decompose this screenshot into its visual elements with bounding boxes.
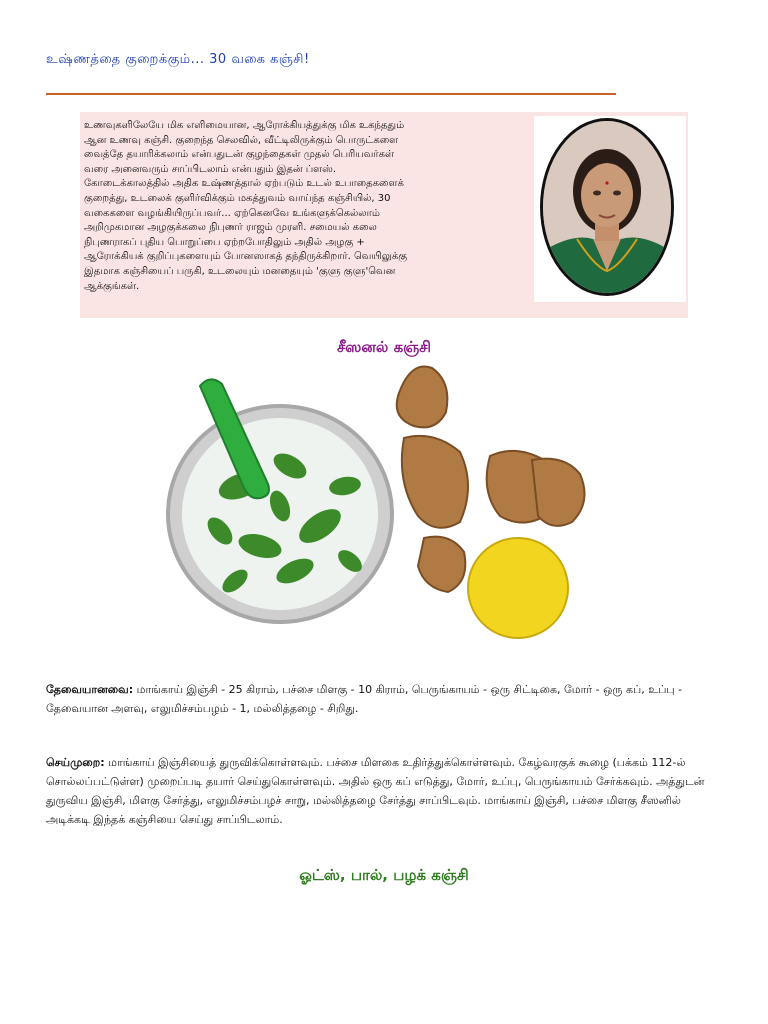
intro-text <box>84 119 524 294</box>
intro-line: ஆக்குங்கள். <box>84 280 140 292</box>
intro-line: வைத்தே தயாரிக்கலாம் என்பதுடன் குழந்தைகள் முதல் பெரியவர்கள் <box>84 149 395 161</box>
method-paragraph <box>46 753 716 829</box>
intro-line: இதமாக கஞ்சியைப் பருகி, உடலையும் மனதையும் 'குளு குளு'வென <box>84 265 396 277</box>
intro-line: ஆரோக்கியக் குறிப்புகளையும் போனஸாகத் தந்திருக்கிறார். வெயிலுக்கு <box>84 251 408 263</box>
next-recipe-title: ஓட்ஸ், பால், பழக் கஞ்சி <box>299 866 469 884</box>
method-text: மாங்காய் இஞ்சியைத் துருவிக்கொள்ளவும். பச்சை மிளகை உதிர்த்துக்கொள்ளவும். கேழ்வரகுக் கூழை (பக்கம் 112-ல் சொல்லப்பட்டுள்ள) முறைப்படி தயார் செய்துகொள்ளவும். அதில் ஒரு கப் எடுத்து, மோர், உப்பு, பெருங்காயம் சேர்க்கவும். அத்துடன் துருவிய இஞ்சி, மிளகு சேர்த்து, எலுமிச்சம்பழச் சாறு, மல்லித்தழை சேர்த்து சாப்பிடவும். மாங்காய் இஞ்சி, பச்சை மிளகு சீஸனில் அடிக்கடி இந்தக் கஞ்சியை செய்து சாப்பிடலாம். <box>46 756 705 826</box>
intro-line: கோடைக்காலத்தில் அதிக உஷ்ணத்தால் ஏற்படும் உடல் உபாதைகளைக் <box>84 178 404 190</box>
intro-line: வகைகளை வழங்கியிருப்பவர்... ஏற்கெனவே உங்களுக்கெல்லாம் <box>84 207 380 219</box>
intro-line: அறிமுகமான அழகுக்கலை நிபுணர் ராஜம் முரளி. சமையல் கலை <box>84 222 377 234</box>
ingredients-paragraph <box>46 680 716 718</box>
portrait-illustration <box>543 121 671 293</box>
page-title: உஷ்ணத்தை குறைக்கும்... 30 வகை கஞ்சி! <box>46 52 310 67</box>
recipe-photo <box>160 356 610 662</box>
intro-line: வரை அனைவரும் சாப்பிடலாம் என்பதும் இதன் ப்ளஸ். <box>84 163 337 175</box>
ingredients-label: தேவையானவை: <box>46 683 134 696</box>
intro-line: ஆன உணவு கஞ்சி. குறைந்த செலவில், வீட்டிலிருக்கும் பொருட்களை <box>84 134 399 146</box>
recipe-title: சீஸனல் கஞ்சி <box>336 338 432 356</box>
intro-line: உணவுகளிலேயே மிக எளிமையான, ஆரோக்கியத்துக்கு மிக உகந்ததும் <box>84 120 405 131</box>
method-label: செய்முறை: <box>46 756 105 769</box>
title-divider <box>46 93 616 95</box>
intro-line: குறைத்து, உடலைக் குளிர்விக்கும் மகத்துவம் வாய்ந்த கஞ்சியில், 30 <box>84 192 391 204</box>
author-portrait <box>540 118 674 296</box>
intro-line: நிபுணராகப் புதிய பொறுப்பை ஏற்றபோதிலும் அதில் அழகு + <box>84 236 365 248</box>
ingredients-text: மாங்காய் இஞ்சி - 25 கிராம், பச்சை மிளகு - 10 கிராம், பெருங்காயம் - ஒரு சிட்டிகை, மோர் - ஒரு கப், உப்பு - தேவையான அளவு, எலுமிச்சம்பழம் - 1, மல்லித்தழை - சிறிது. <box>46 683 683 715</box>
